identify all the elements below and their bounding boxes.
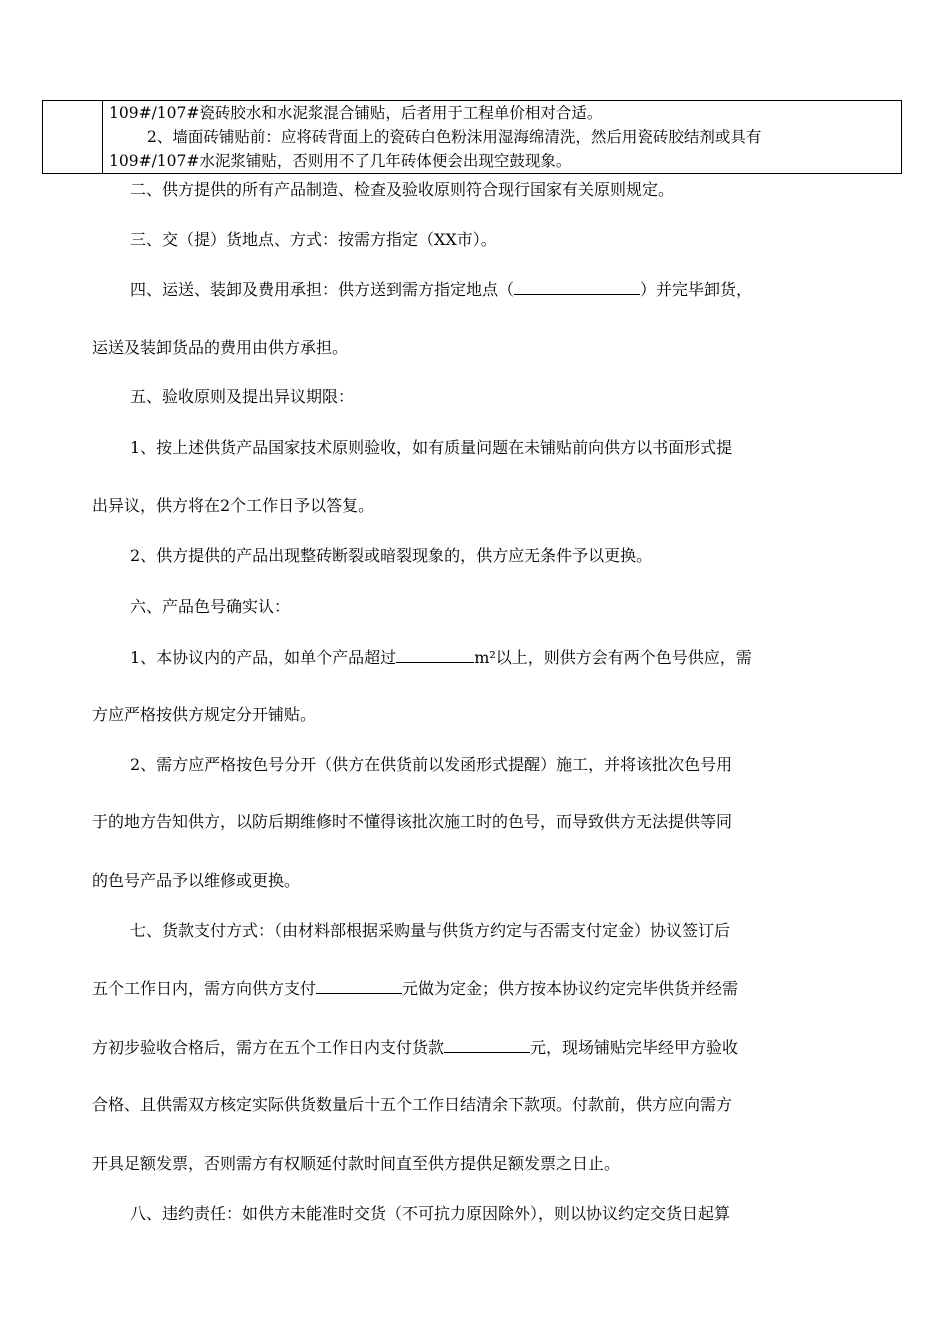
clause-7-text-c1: 方初步验收合格后，需方在五个工作日内支付货款 (92, 1038, 445, 1057)
clause-4-text-a: 四、运送、装卸及费用承担：供方送到需方指定地点（ (130, 280, 515, 299)
clause-6: 六、产品色号确实认： (130, 597, 291, 616)
clause-7-line-4: 合格、且供需双方核定实际供货数量后十五个工作日结清余下款项。付款前，供方应向需方 (92, 1095, 733, 1114)
clause-6-2-line-3: 的色号产品予以维修或更换。 (92, 871, 301, 890)
clause-5-1-line-2: 出异议，供方将在2个工作日予以答复。 (92, 496, 375, 515)
clause-7-text-b1: 五个工作日内，需方向供方支付 (92, 979, 317, 998)
clause-6-1-text-a: 1、本协议内的产品，如单个产品超过 (130, 648, 397, 667)
clause-6-1-line-1 (130, 646, 752, 669)
table-column-divider (102, 101, 103, 173)
clause-8-line-1: 八、违约责任：如供方未能准时交货（不可抗力原因除外），则以协议约定交货日起算 (130, 1204, 731, 1223)
location-blank (514, 278, 640, 295)
table-line-3: 109#/107#水泥浆铺贴，否则用不了几年砖体便会出现空鼓现象。 (109, 152, 572, 170)
clause-6-1-text-b: m²以上，则供方会有两个色号供应，需 (474, 648, 752, 667)
deposit-blank (316, 977, 402, 994)
clause-6-1-line-2: 方应严格按供方规定分开铺贴。 (92, 705, 317, 724)
clause-7-line-5: 开具足额发票，否则需方有权顺延付款时间直至供方提供足额发票之日止。 (92, 1154, 621, 1173)
content-table (42, 100, 902, 174)
table-line-2: 2、墙面砖铺贴前：应将砖背面上的瓷砖白色粉沫用湿海绵清洗，然后用瓷砖胶结剂或具有 (147, 128, 762, 146)
clause-7-line-3 (92, 1036, 738, 1059)
clause-2: 二、供方提供的所有产品制造、检查及验收原则符合现行国家有关原则规定。 (130, 180, 675, 199)
clause-4-text-b: ）并完毕卸货， (640, 280, 753, 299)
clause-7-text-b2: 元做为定金；供方按本协议约定完毕供货并经需 (402, 979, 739, 998)
area-blank (396, 646, 474, 663)
clause-7-line-2 (92, 977, 738, 1000)
clause-3: 三、交（提）货地点、方式：按需方指定（XX市）。 (130, 230, 497, 249)
table-line-1: 109#/107#瓷砖胶水和水泥浆混合铺贴，后者用于工程单价相对合适。 (109, 104, 603, 122)
clause-5: 五、验收原则及提出异议期限： (130, 387, 355, 406)
clause-6-2-line-2: 于的地方告知供方，以防后期维修时不懂得该批次施工时的色号，而导致供方无法提供等同 (92, 812, 733, 831)
clause-5-2: 2、供方提供的产品出现整砖断裂或暗裂现象的，供方应无条件予以更换。 (130, 546, 653, 565)
payment-blank (444, 1036, 530, 1053)
clause-6-2-line-1: 2、需方应严格按色号分开（供方在供货前以发函形式提醒）施工，并将该批次色号用 (130, 755, 733, 774)
clause-7-line-1: 七、货款支付方式：（由材料部根据采购量与供货方约定与否需支付定金）协议签订后 (130, 921, 731, 940)
clause-7-text-c2: 元，现场铺贴完毕经甲方验收 (530, 1038, 739, 1057)
clause-4-line-1 (130, 278, 752, 301)
clause-4-line-2: 运送及装卸货品的费用由供方承担。 (92, 338, 349, 357)
clause-5-1-line-1: 1、按上述供货产品国家技术原则验收，如有质量问题在未铺贴前向供方以书面形式提 (130, 438, 733, 457)
